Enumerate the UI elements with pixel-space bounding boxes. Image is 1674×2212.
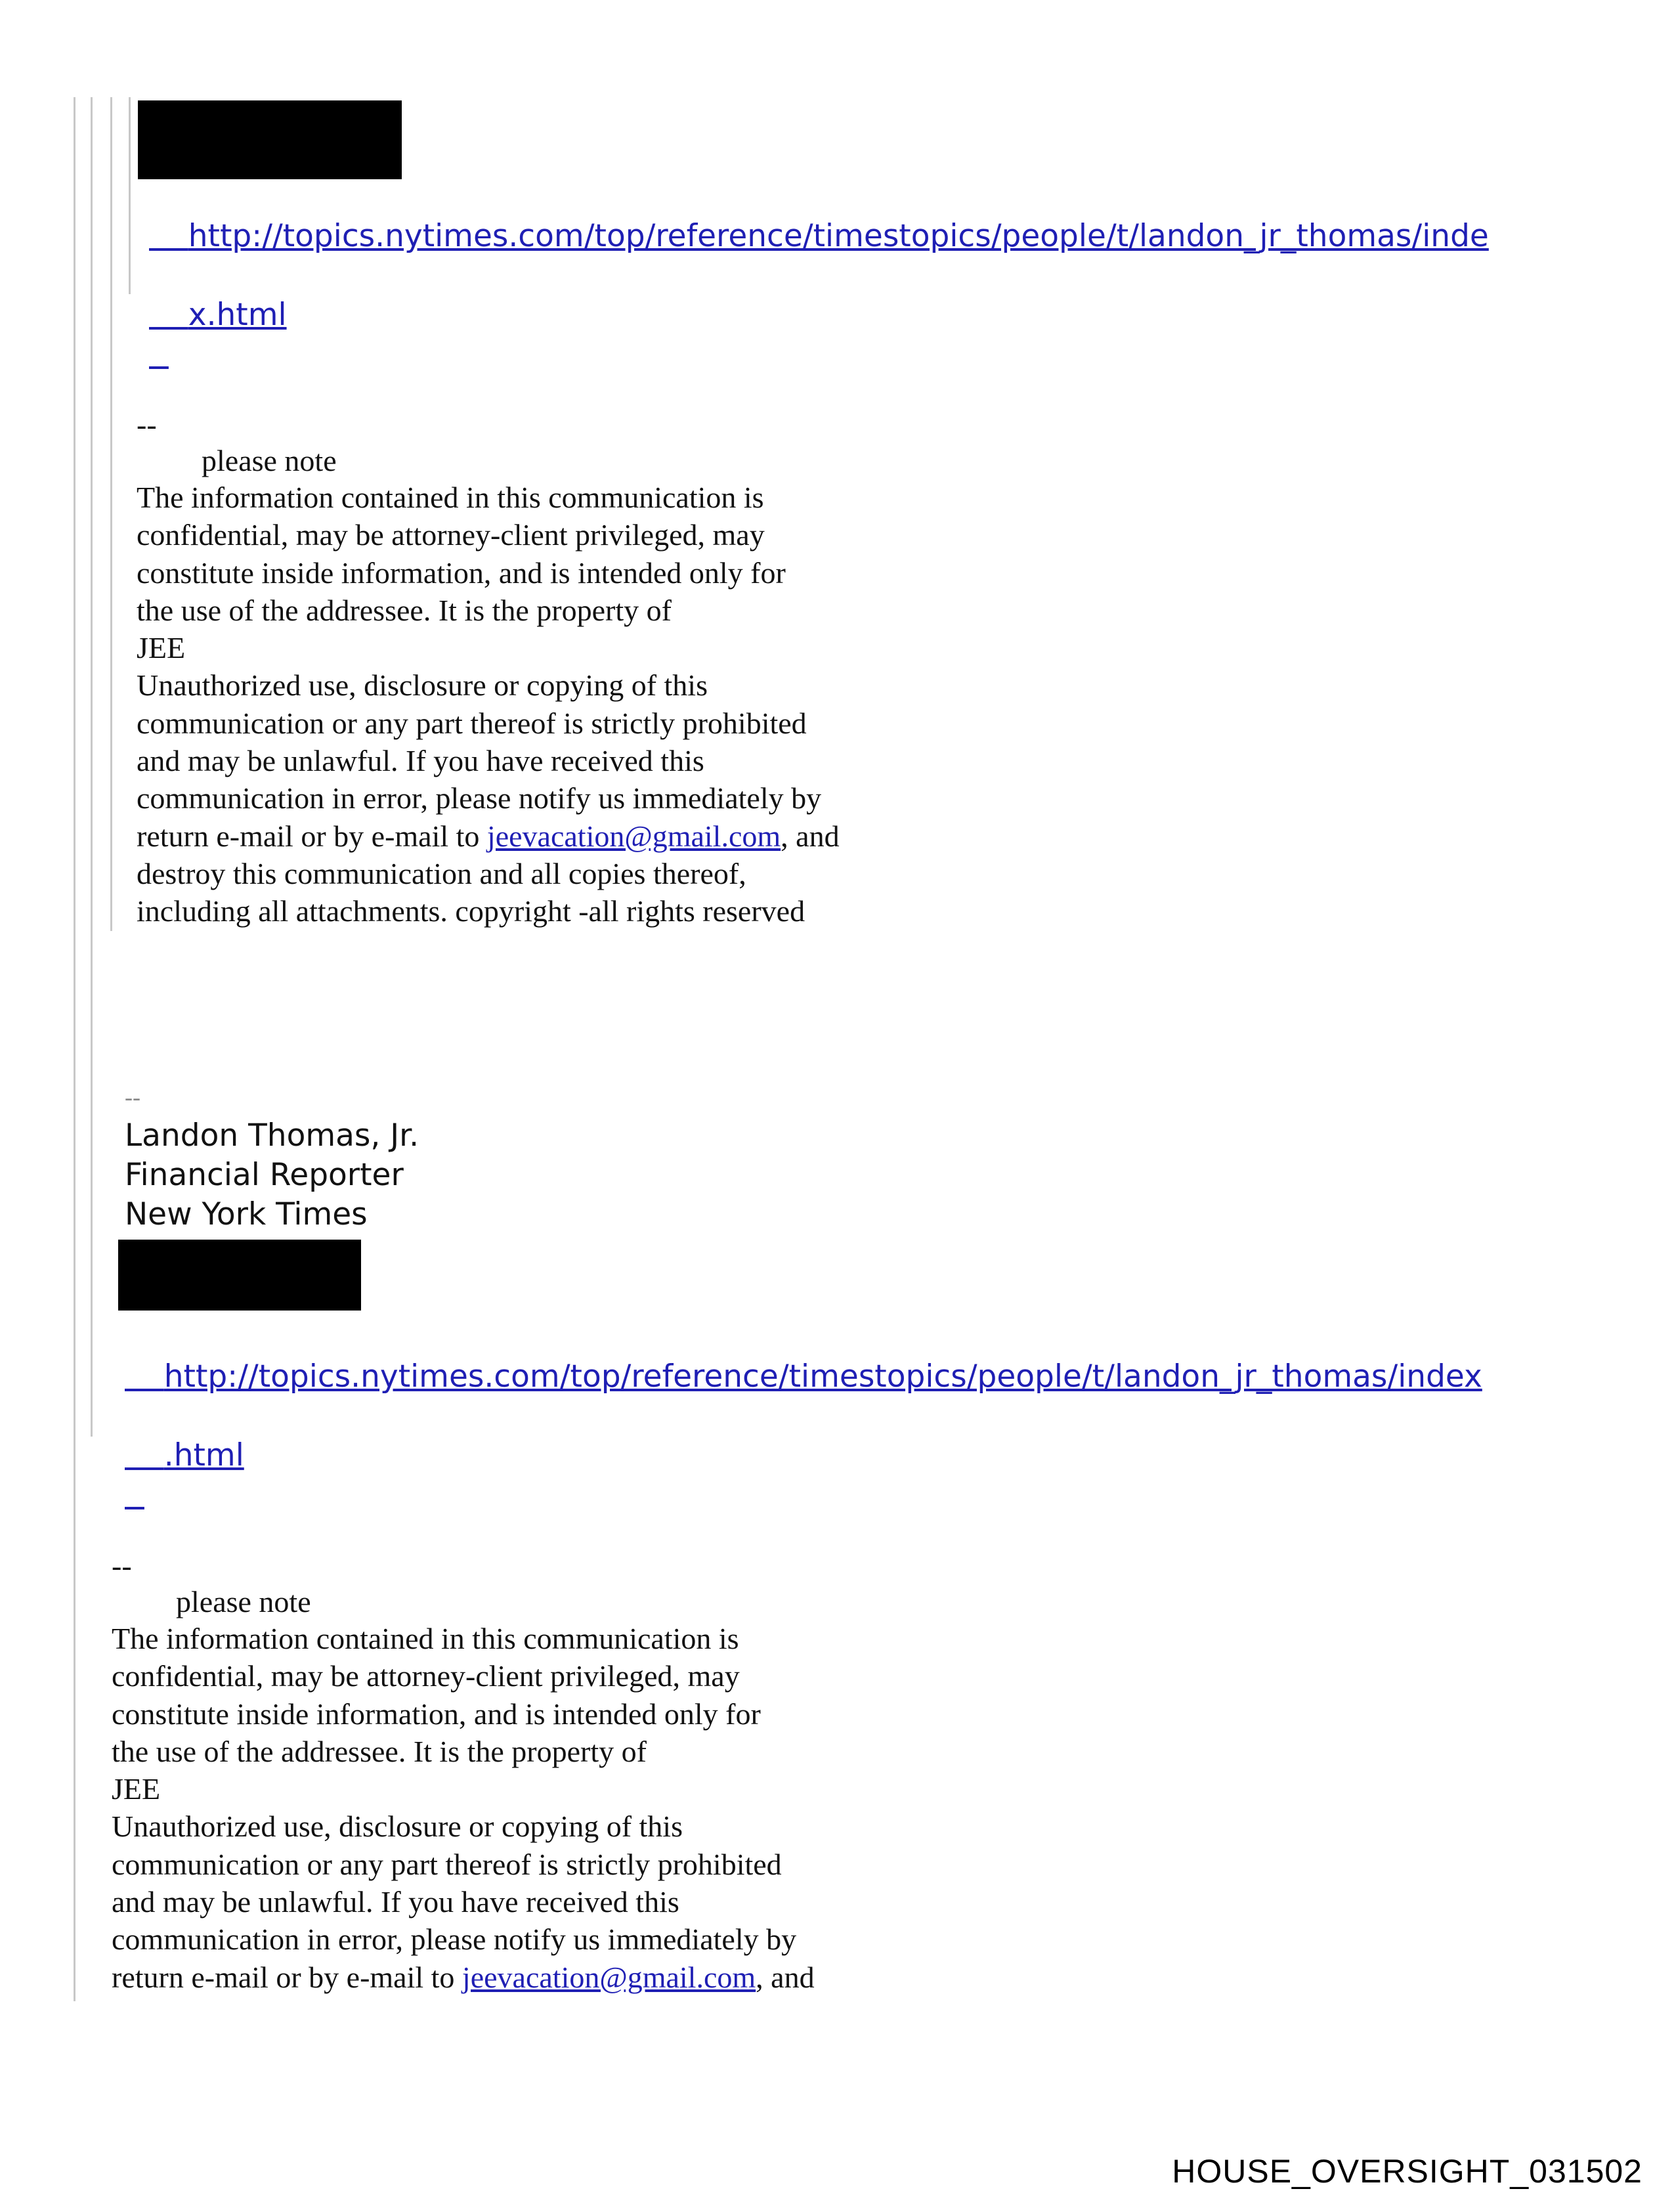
disclaimer-line: and may be unlawful. If you have received this xyxy=(112,1885,679,1919)
disclaimer-text: return e-mail or by e-mail to xyxy=(137,819,487,853)
disclaimer-line: communication in error, please notify us immediately by xyxy=(137,781,822,815)
disclaimer-line: the use of the addressee. It is the property of xyxy=(137,593,672,627)
sender-name: Landon Thomas, Jr. xyxy=(125,1117,419,1154)
disclaimer-line xyxy=(112,1959,815,1996)
link-line-1[interactable]: http://topics.nytimes.com/top/reference/timestopics/people/t/landon_jr_thomas/inde xyxy=(188,218,1489,254)
disclaimer-line: and may be unlawful. If you have received this xyxy=(137,744,704,778)
disclaimer-text: , and xyxy=(781,819,840,853)
disclaimer-text: , and xyxy=(756,1960,815,1994)
redaction-box xyxy=(138,100,402,179)
disclaimer-line: constitute inside information, and is intended only for xyxy=(137,555,786,590)
disclaimer-line: destroy this communication and all copies thereof, xyxy=(137,856,746,890)
disclaimer-line: including all attachments. copyright -all rights reserved xyxy=(137,894,805,928)
disclaimer-line: The information contained in this communication is xyxy=(112,1622,739,1655)
disclaimer-line: communication or any part thereof is strictly prohibited xyxy=(137,706,807,740)
disclaimer-line: the use of the addressee. It is the property of xyxy=(112,1734,647,1768)
quote-bar-inner xyxy=(129,97,131,294)
confidentiality-disclaimer xyxy=(137,479,840,930)
disclaimer-line xyxy=(137,817,840,855)
nytimes-profile-link[interactable] xyxy=(125,1318,1482,1515)
link-line-2[interactable]: .html xyxy=(163,1437,244,1473)
disclaimer-line: communication or any part thereof is strictly prohibited xyxy=(112,1847,782,1881)
quote-bar-mid2 xyxy=(110,97,112,931)
link-line-1[interactable]: http://topics.nytimes.com/top/reference/timestopics/people/t/landon_jr_thomas/index xyxy=(163,1358,1482,1395)
disclaimer-line: The information contained in this communication is xyxy=(137,481,764,514)
disclaimer-line: Unauthorized use, disclosure or copying of this xyxy=(137,668,708,703)
signature-separator: -- xyxy=(137,408,157,441)
signature-separator: -- xyxy=(112,1549,132,1582)
nytimes-profile-link[interactable] xyxy=(149,177,1489,374)
disclaimer-line: confidential, may be attorney-client privileged, may xyxy=(137,518,765,552)
bates-number: HOUSE_OVERSIGHT_031502 xyxy=(1172,2153,1642,2190)
disclaimer-line: confidential, may be attorney-client privileged, may xyxy=(112,1659,740,1693)
please-note-heading: please note xyxy=(176,1585,311,1618)
please-note-heading: please note xyxy=(202,444,337,477)
sender-organization: New York Times xyxy=(125,1196,368,1232)
quote-bar-outer xyxy=(74,97,75,2001)
confidentiality-disclaimer xyxy=(112,1620,815,1996)
redaction-box xyxy=(118,1240,361,1311)
disclaimer-line: JEE xyxy=(112,1772,161,1806)
quote-bar-middle xyxy=(91,97,93,1437)
email-link[interactable]: jeevacation@gmail.com xyxy=(461,1960,756,1994)
disclaimer-line: communication in error, please notify us immediately by xyxy=(112,1922,797,1957)
email-link[interactable]: jeevacation@gmail.com xyxy=(486,819,781,853)
disclaimer-line: Unauthorized use, disclosure or copying of this xyxy=(112,1810,683,1844)
signature-separator: -- xyxy=(125,1084,140,1110)
link-line-2[interactable]: x.html xyxy=(188,297,287,333)
sender-title: Financial Reporter xyxy=(125,1157,404,1193)
disclaimer-line: constitute inside information, and is intended only for xyxy=(112,1697,761,1731)
disclaimer-line: JEE xyxy=(137,631,186,665)
disclaimer-text: return e-mail or by e-mail to xyxy=(112,1960,462,1994)
